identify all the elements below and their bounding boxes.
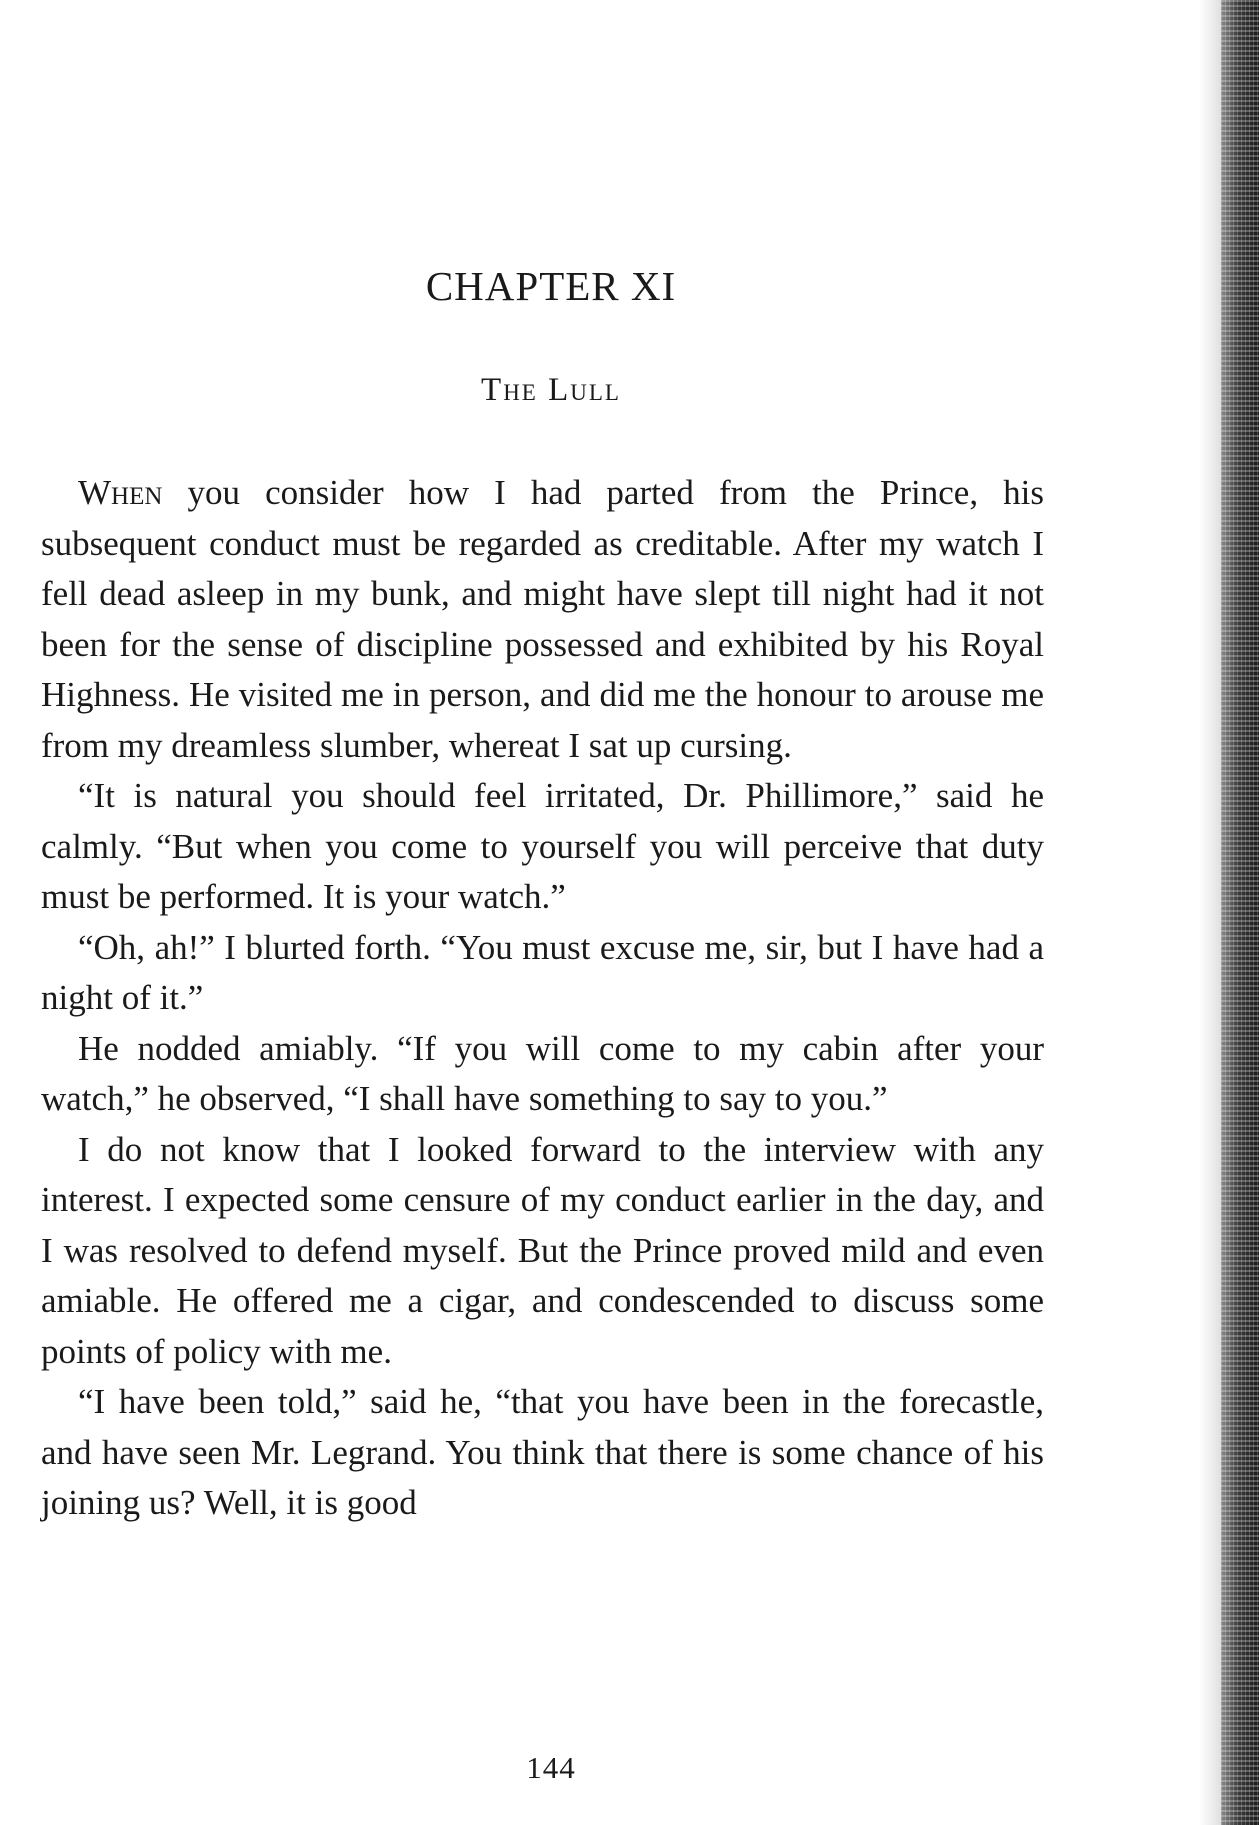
book-edge bbox=[1221, 0, 1259, 1825]
body-text bbox=[41, 468, 1044, 1529]
paragraph-2: “It is natural you should feel irritated, Dr. Phillimore,” said he calmly. “But when you come to yourself you will perceive that duty must be performed. It is your watch.” bbox=[41, 776, 1044, 916]
paragraph-lead-word: When bbox=[78, 473, 163, 512]
paragraph-text: you consider how I had parted from the Prince, his subsequent conduct must be regarded as creditable. After my watch I fell dead asleep in my bunk, and might have slept till night had it not been for the sense of discipline possessed and exhibited by his Royal Highness. He visited me in person, and did me the honour to arouse me from my dreamless slumber, whereat I sat up cursing. bbox=[41, 473, 1044, 765]
paragraph-3: “Oh, ah!” I blurted forth. “You must excuse me, sir, but I have had a night of it.” bbox=[41, 927, 1044, 1017]
book-edge-shadow bbox=[1199, 0, 1221, 1825]
paragraph-6: “I have been told,” said he, “that you have been in the forecastle, and have seen Mr. Legrand. You think that there is some chance of his joining us? Well, it is good bbox=[41, 1382, 1044, 1522]
chapter-heading: CHAPTER XI bbox=[425, 263, 677, 309]
paragraph-5: I do not know that I looked forward to the interview with any interest. I expected some censure of my conduct earlier in the day, and I was resolved to defend myself. But the Prince proved mild and even amiable. He offered me a cigar, and condescended to discuss some points of policy with me. bbox=[41, 1129, 1044, 1371]
chapter-title: The Lull bbox=[481, 372, 621, 408]
paragraph-1 bbox=[41, 468, 1044, 771]
page-number: 144 bbox=[526, 1750, 576, 1785]
paragraph-4: He nodded amiably. “If you will come to my cabin after your watch,” he observed, “I shall have something to say to you.” bbox=[41, 1028, 1044, 1118]
